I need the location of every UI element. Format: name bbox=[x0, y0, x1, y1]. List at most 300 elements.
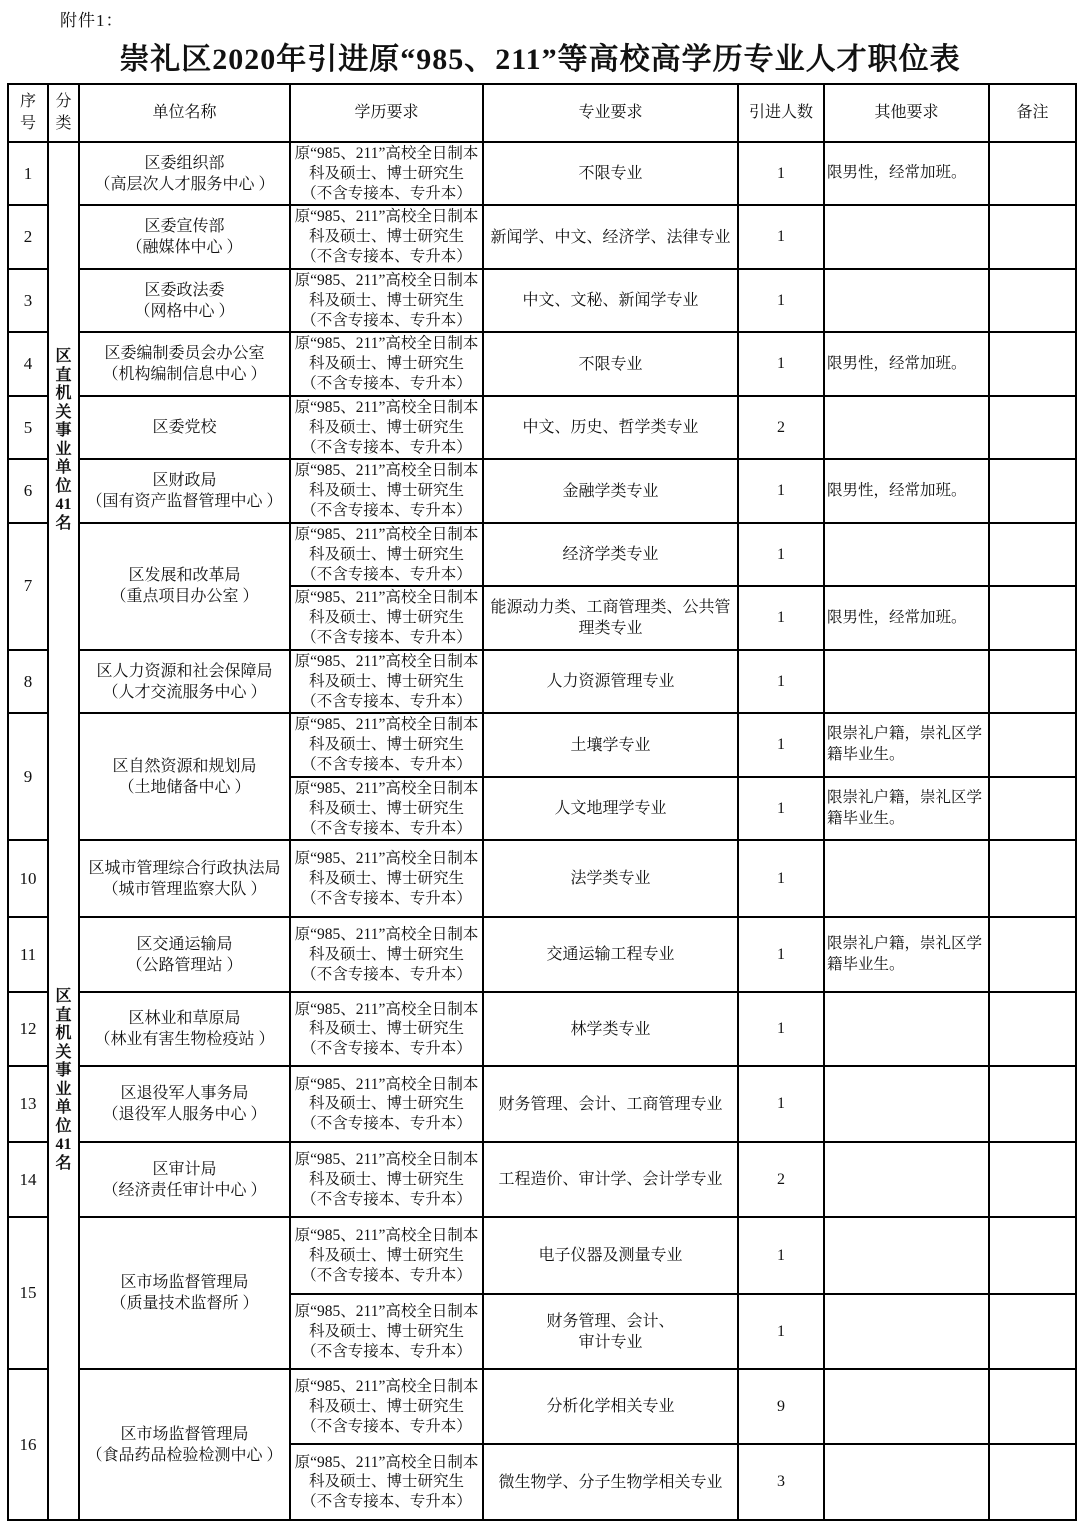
remark-cell bbox=[989, 840, 1076, 917]
cell-text-line: （经济责任审计中心 ） bbox=[102, 1181, 267, 1199]
remark-cell bbox=[989, 917, 1076, 992]
recruit-count-cell: 9 bbox=[738, 1369, 824, 1444]
cell-text-line: （不含专接本、专升本） bbox=[301, 1493, 472, 1511]
cell-text-line: 原“985、211”高校全日制本 bbox=[294, 589, 479, 607]
major-requirement-cell bbox=[483, 269, 738, 332]
major-requirement-cell bbox=[483, 396, 738, 459]
recruit-count-cell: 3 bbox=[738, 1444, 824, 1520]
major-requirement-cell bbox=[483, 992, 738, 1066]
cell-text-line: 区城市管理综合行政执法局 bbox=[88, 859, 281, 877]
cell-text-line: （不含专接本、专升本） bbox=[301, 819, 472, 837]
other-requirement-cell: 限崇礼户籍，崇礼区学籍毕业生。 bbox=[824, 777, 989, 840]
table-row bbox=[8, 917, 1076, 992]
unit-name-cell bbox=[79, 332, 290, 395]
cell-text-line: （不含专接本、专升本） bbox=[301, 1190, 472, 1208]
education-requirement-cell bbox=[290, 713, 483, 776]
remark-cell bbox=[989, 1066, 1076, 1142]
cell-text-line: （不含专接本、专升本） bbox=[301, 1040, 472, 1058]
education-requirement-cell bbox=[290, 917, 483, 992]
recruit-count-cell: 2 bbox=[738, 1142, 824, 1217]
cell-text-line: （高层次人才服务中心 ） bbox=[94, 175, 275, 193]
cell-text-line: 其他要求 bbox=[874, 104, 939, 122]
cell-text-line: 科及硕士、博士研究生 bbox=[308, 1322, 464, 1340]
unit-name-cell bbox=[79, 269, 290, 332]
header-cell bbox=[483, 84, 738, 142]
cell-text-line: 分 bbox=[55, 93, 72, 111]
category-char: 事 bbox=[55, 422, 72, 439]
cell-text-line: 科及硕士、博士研究生 bbox=[308, 164, 464, 182]
remark-cell bbox=[989, 332, 1076, 395]
remark-cell bbox=[989, 1217, 1076, 1294]
category-char: 业 bbox=[55, 1080, 72, 1098]
cell-text-line: 不限专业 bbox=[578, 165, 643, 183]
other-requirement-cell: 限男性，经常加班。 bbox=[824, 142, 989, 205]
cell-text-line: 区市场监督管理局 bbox=[120, 1274, 249, 1292]
cell-text-line: （重点项目办公室 ） bbox=[110, 588, 259, 606]
seq-cell: 10 bbox=[8, 840, 48, 917]
recruit-count-cell: 2 bbox=[738, 396, 824, 459]
category-char: 41 bbox=[55, 1136, 72, 1153]
cell-text-line: （不含专接本、专升本） bbox=[301, 965, 472, 983]
cell-text-line: 科及硕士、博士研究生 bbox=[308, 482, 464, 500]
education-requirement-cell bbox=[290, 1369, 483, 1444]
other-requirement-cell bbox=[824, 269, 989, 332]
cell-text-line: 电子仪器及测量专业 bbox=[538, 1247, 683, 1265]
category-char: 单 bbox=[55, 459, 72, 476]
other-requirement-cell bbox=[824, 840, 989, 917]
cell-text-line: 原“985、211”高校全日制本 bbox=[294, 335, 479, 353]
category-char: 位 bbox=[55, 1117, 72, 1135]
cell-text-line: 新闻学、中文、经济学、法律专业 bbox=[490, 228, 731, 246]
cell-text-line: （国有资产监督管理中心 ） bbox=[86, 493, 283, 511]
remark-cell bbox=[989, 142, 1076, 205]
cell-text-line: （城市管理监察大队 ） bbox=[102, 880, 267, 898]
cell-text-line: 原“985、211”高校全日制本 bbox=[294, 779, 479, 797]
cell-text-line: （不含专接本、专升本） bbox=[301, 1266, 472, 1284]
seq-cell: 8 bbox=[8, 650, 48, 713]
major-requirement-cell bbox=[483, 205, 738, 268]
other-requirement-cell: 限崇礼户籍，崇礼区学籍毕业生。 bbox=[824, 713, 989, 776]
cell-text-line: 区人力资源和社会保障局 bbox=[96, 662, 273, 680]
cell-text-line: （林业有害生物检疫站 ） bbox=[94, 1031, 275, 1049]
cell-text-line: 法学类专业 bbox=[570, 870, 651, 888]
table-row bbox=[8, 1066, 1076, 1142]
cell-text-line: 原“985、211”高校全日制本 bbox=[294, 1151, 479, 1169]
unit-name-cell bbox=[79, 917, 290, 992]
cell-text-line: 学历要求 bbox=[354, 104, 419, 122]
table-header-row bbox=[8, 84, 1076, 142]
recruit-count-cell: 1 bbox=[738, 1066, 824, 1142]
cell-text-line: 专业要求 bbox=[578, 104, 643, 122]
cell-text-line: 财务管理、会计、工商管理专业 bbox=[498, 1095, 723, 1113]
other-requirement-cell bbox=[824, 1294, 989, 1369]
recruit-count-cell: 1 bbox=[738, 1294, 824, 1369]
category-char: 业 bbox=[55, 440, 72, 458]
header-cell bbox=[48, 84, 79, 142]
cell-text-line: 区委政法委 bbox=[144, 281, 225, 299]
education-requirement-cell bbox=[290, 1066, 483, 1142]
other-requirement-cell bbox=[824, 1066, 989, 1142]
major-requirement-cell bbox=[483, 777, 738, 840]
cell-text-line: 林学类专业 bbox=[570, 1020, 651, 1038]
category-vertical-label bbox=[49, 348, 78, 533]
seq-cell: 12 bbox=[8, 992, 48, 1066]
cell-text-line: （不含专接本、专升本） bbox=[301, 1342, 472, 1360]
cell-text-line: 科及硕士、博士研究生 bbox=[308, 672, 464, 690]
table-row bbox=[8, 1369, 1076, 1444]
seq-cell: 6 bbox=[8, 459, 48, 522]
cell-text-line: （人才交流服务中心 ） bbox=[102, 683, 267, 701]
education-requirement-cell bbox=[290, 840, 483, 917]
remark-cell bbox=[989, 1142, 1076, 1217]
attachment-label: 附件1： bbox=[60, 11, 124, 30]
cell-text-line: （不含专接本、专升本） bbox=[301, 1115, 472, 1133]
unit-name-cell bbox=[79, 205, 290, 268]
cell-text-line: 区委组织部 bbox=[144, 154, 225, 172]
cell-text-line: （不含专接本、专升本） bbox=[301, 375, 472, 393]
cell-text-line: 原“985、211”高校全日制本 bbox=[294, 716, 479, 734]
cell-text-line: 金融学类专业 bbox=[562, 482, 659, 500]
category-vertical-label bbox=[49, 988, 78, 1173]
table-row bbox=[8, 396, 1076, 459]
major-requirement-cell bbox=[483, 142, 738, 205]
cell-text-line: 中文、历史、哲学类专业 bbox=[522, 419, 699, 437]
category-char: 关 bbox=[55, 403, 72, 421]
other-requirement-cell bbox=[824, 523, 989, 586]
cell-text-line: （网格中心 ） bbox=[134, 302, 235, 320]
cell-text-line: 引进人数 bbox=[748, 104, 813, 122]
unit-name-cell bbox=[79, 1369, 290, 1520]
major-requirement-cell bbox=[483, 1369, 738, 1444]
recruit-count-cell: 1 bbox=[738, 840, 824, 917]
other-requirement-cell bbox=[824, 992, 989, 1066]
education-requirement-cell bbox=[290, 1217, 483, 1294]
cell-text-line: 序 bbox=[19, 93, 36, 111]
other-requirement-cell: 限男性，经常加班。 bbox=[824, 332, 989, 395]
table-row bbox=[8, 713, 1076, 776]
cell-text-line: 原“985、211”高校全日制本 bbox=[294, 525, 479, 543]
category-char: 直 bbox=[55, 1006, 72, 1024]
cell-text-line: 能源动力类、工商管理类、公共管 bbox=[490, 599, 731, 617]
category-char: 机 bbox=[55, 385, 72, 402]
category-char: 单 bbox=[55, 1099, 72, 1116]
other-requirement-cell bbox=[824, 1142, 989, 1217]
education-requirement-cell bbox=[290, 459, 483, 522]
unit-name-cell bbox=[79, 142, 290, 205]
education-requirement-cell bbox=[290, 1294, 483, 1369]
recruit-count-cell: 1 bbox=[738, 523, 824, 586]
major-requirement-cell bbox=[483, 1444, 738, 1520]
cell-text-line: （不含专接本、专升本） bbox=[301, 565, 472, 583]
cell-text-line: 审计专业 bbox=[578, 1333, 643, 1351]
education-requirement-cell bbox=[290, 650, 483, 713]
table-row bbox=[8, 205, 1076, 268]
other-requirement-cell: 限男性，经常加班。 bbox=[824, 459, 989, 522]
unit-name-cell bbox=[79, 396, 290, 459]
table-row bbox=[8, 523, 1076, 586]
cell-text-line: （食品药品检验检测中心 ） bbox=[86, 1446, 283, 1464]
remark-cell bbox=[989, 205, 1076, 268]
cell-text-line: 财务管理、会计、 bbox=[546, 1312, 675, 1330]
recruit-count-cell: 1 bbox=[738, 1217, 824, 1294]
major-requirement-cell bbox=[483, 917, 738, 992]
table-row bbox=[8, 1142, 1076, 1217]
other-requirement-cell bbox=[824, 1369, 989, 1444]
major-requirement-cell bbox=[483, 332, 738, 395]
cell-text-line: 备注 bbox=[1016, 104, 1049, 122]
category-char: 名 bbox=[55, 514, 72, 532]
recruit-count-cell: 1 bbox=[738, 205, 824, 268]
table-row bbox=[8, 992, 1076, 1066]
recruit-count-cell: 1 bbox=[738, 650, 824, 713]
other-requirement-cell: 限崇礼户籍，崇礼区学籍毕业生。 bbox=[824, 917, 989, 992]
cell-text-line: 理类专业 bbox=[578, 620, 643, 638]
cell-text-line: 不限专业 bbox=[578, 355, 643, 373]
remark-cell bbox=[989, 777, 1076, 840]
other-requirement-cell bbox=[824, 1444, 989, 1520]
cell-text-line: 区市场监督管理局 bbox=[120, 1425, 249, 1443]
positions-table bbox=[7, 83, 1077, 1521]
cell-text-line: 区审计局 bbox=[152, 1160, 217, 1178]
table-row bbox=[8, 142, 1076, 205]
cell-text-line: 原“985、211”高校全日制本 bbox=[294, 1453, 479, 1471]
seq-cell: 11 bbox=[8, 917, 48, 992]
table-row bbox=[8, 269, 1076, 332]
cell-text-line: 区交通运输局 bbox=[136, 935, 233, 953]
unit-name-cell bbox=[79, 992, 290, 1066]
category-char: 事 bbox=[55, 1062, 72, 1079]
unit-name-cell bbox=[79, 1142, 290, 1217]
cell-text-line: 科及硕士、博士研究生 bbox=[308, 609, 464, 627]
cell-text-line: 微生物学、分子生物学相关专业 bbox=[498, 1473, 723, 1491]
education-requirement-cell bbox=[290, 992, 483, 1066]
cell-text-line: 科及硕士、博士研究生 bbox=[308, 799, 464, 817]
cell-text-line: 原“985、211”高校全日制本 bbox=[294, 850, 479, 868]
header-cell bbox=[8, 84, 48, 142]
remark-cell bbox=[989, 586, 1076, 649]
cell-text-line: 原“985、211”高校全日制本 bbox=[294, 1378, 479, 1396]
major-requirement-cell bbox=[483, 523, 738, 586]
cell-text-line: （土地储备中心 ） bbox=[118, 778, 251, 796]
cell-text-line: 科及硕士、博士研究生 bbox=[308, 1473, 464, 1491]
cell-text-line: 原“985、211”高校全日制本 bbox=[294, 652, 479, 670]
category-char: 名 bbox=[55, 1154, 72, 1172]
cell-text-line: 区退役军人事务局 bbox=[120, 1085, 249, 1103]
education-requirement-cell bbox=[290, 1142, 483, 1217]
cell-text-line: （不含专接本、专升本） bbox=[301, 629, 472, 647]
remark-cell bbox=[989, 523, 1076, 586]
cell-text-line: 科及硕士、博士研究生 bbox=[308, 1246, 464, 1264]
seq-cell: 4 bbox=[8, 332, 48, 395]
table-row bbox=[8, 650, 1076, 713]
recruit-count-cell: 1 bbox=[738, 332, 824, 395]
recruit-count-cell: 1 bbox=[738, 269, 824, 332]
cell-text-line: 工程造价、审计学、会计学专业 bbox=[498, 1171, 723, 1189]
cell-text-line: 原“985、211”高校全日制本 bbox=[294, 1303, 479, 1321]
cell-text-line: 原“985、211”高校全日制本 bbox=[294, 1000, 479, 1018]
header-cell bbox=[824, 84, 989, 142]
other-requirement-cell bbox=[824, 1217, 989, 1294]
cell-text-line: 区财政局 bbox=[152, 472, 217, 490]
other-requirement-cell: 限男性，经常加班。 bbox=[824, 586, 989, 649]
education-requirement-cell bbox=[290, 1444, 483, 1520]
category-char: 直 bbox=[55, 366, 72, 384]
cell-text-line: 科及硕士、博士研究生 bbox=[308, 1020, 464, 1038]
recruit-count-cell: 1 bbox=[738, 586, 824, 649]
other-requirement-cell bbox=[824, 205, 989, 268]
education-requirement-cell bbox=[290, 396, 483, 459]
category-char: 区 bbox=[55, 988, 72, 1005]
major-requirement-cell bbox=[483, 586, 738, 649]
remark-cell bbox=[989, 713, 1076, 776]
seq-cell: 7 bbox=[8, 523, 48, 650]
recruit-count-cell: 1 bbox=[738, 917, 824, 992]
seq-cell: 16 bbox=[8, 1369, 48, 1520]
seq-cell: 1 bbox=[8, 142, 48, 205]
table-row bbox=[8, 332, 1076, 395]
cell-text-line: 区林业和草原局 bbox=[128, 1010, 241, 1028]
cell-text-line: 经济学类专业 bbox=[562, 546, 659, 564]
cell-text-line: 原“985、211”高校全日制本 bbox=[294, 271, 479, 289]
education-requirement-cell bbox=[290, 777, 483, 840]
remark-cell bbox=[989, 650, 1076, 713]
cell-text-line: 科及硕士、博士研究生 bbox=[308, 545, 464, 563]
cell-text-line: 类 bbox=[55, 115, 72, 132]
remark-cell bbox=[989, 269, 1076, 332]
cell-text-line: 区委编制委员会办公室 bbox=[104, 345, 265, 363]
cell-text-line: （退役军人服务中心 ） bbox=[102, 1106, 267, 1124]
cell-text-line: 原“985、211”高校全日制本 bbox=[294, 1075, 479, 1093]
seq-cell: 2 bbox=[8, 205, 48, 268]
cell-text-line: 原“985、211”高校全日制本 bbox=[294, 208, 479, 226]
unit-name-cell bbox=[79, 650, 290, 713]
cell-text-line: （不含专接本、专升本） bbox=[301, 248, 472, 266]
cell-text-line: 科及硕士、博士研究生 bbox=[308, 736, 464, 754]
header-cell bbox=[738, 84, 824, 142]
seq-cell: 3 bbox=[8, 269, 48, 332]
cell-text-line: （公路管理站 ） bbox=[126, 956, 243, 974]
table-row bbox=[8, 840, 1076, 917]
category-char: 区 bbox=[55, 348, 72, 365]
cell-text-line: 原“985、211”高校全日制本 bbox=[294, 926, 479, 944]
education-requirement-cell bbox=[290, 523, 483, 586]
education-requirement-cell bbox=[290, 205, 483, 268]
recruit-count-cell: 1 bbox=[738, 777, 824, 840]
education-requirement-cell bbox=[290, 269, 483, 332]
recruit-count-cell: 1 bbox=[738, 713, 824, 776]
cell-text-line: 科及硕士、博士研究生 bbox=[308, 1397, 464, 1415]
cell-text-line: 原“985、211”高校全日制本 bbox=[294, 1227, 479, 1245]
category-char: 41 bbox=[55, 496, 72, 513]
major-requirement-cell bbox=[483, 1066, 738, 1142]
major-requirement-cell bbox=[483, 713, 738, 776]
recruit-count-cell: 1 bbox=[738, 142, 824, 205]
cell-text-line: 中文、文秘、新闻学专业 bbox=[522, 292, 699, 310]
major-requirement-cell bbox=[483, 650, 738, 713]
major-requirement-cell bbox=[483, 1294, 738, 1369]
unit-name-cell bbox=[79, 1066, 290, 1142]
unit-name-cell bbox=[79, 459, 290, 522]
table-row bbox=[8, 1217, 1076, 1294]
cell-text-line: （不含专接本、专升本） bbox=[301, 889, 472, 907]
category-char: 机 bbox=[55, 1025, 72, 1042]
cell-text-line: 区委宣传部 bbox=[144, 218, 225, 236]
page-title: 崇礼区2020年引进原“985、211”等高校高学历专业人才职位表 bbox=[119, 43, 961, 76]
cell-text-line: 科及硕士、博士研究生 bbox=[308, 355, 464, 373]
unit-name-cell bbox=[79, 840, 290, 917]
table-row bbox=[8, 459, 1076, 522]
category-char: 关 bbox=[55, 1043, 72, 1061]
recruit-count-cell: 1 bbox=[738, 992, 824, 1066]
cell-text-line: 科及硕士、博士研究生 bbox=[308, 228, 464, 246]
cell-text-line: 科及硕士、博士研究生 bbox=[308, 945, 464, 963]
cell-text-line: （不含专接本、专升本） bbox=[301, 1417, 472, 1435]
header-cell bbox=[79, 84, 290, 142]
header-cell bbox=[989, 84, 1076, 142]
cell-text-line: 区发展和改革局 bbox=[128, 567, 241, 585]
seq-cell: 9 bbox=[8, 713, 48, 840]
education-requirement-cell bbox=[290, 142, 483, 205]
cell-text-line: 区委党校 bbox=[152, 419, 217, 437]
cell-text-line: （机构编制信息中心 ） bbox=[102, 366, 267, 384]
other-requirement-cell bbox=[824, 396, 989, 459]
seq-cell: 14 bbox=[8, 1142, 48, 1217]
cell-text-line: 分析化学相关专业 bbox=[546, 1398, 675, 1416]
major-requirement-cell bbox=[483, 840, 738, 917]
remark-cell bbox=[989, 1444, 1076, 1520]
cell-text-line: （质量技术监督所 ） bbox=[110, 1295, 259, 1313]
seq-cell: 15 bbox=[8, 1217, 48, 1369]
remark-cell bbox=[989, 1294, 1076, 1369]
seq-cell: 5 bbox=[8, 396, 48, 459]
cell-text-line: 科及硕士、博士研究生 bbox=[308, 418, 464, 436]
cell-text-line: 科及硕士、博士研究生 bbox=[308, 1170, 464, 1188]
cell-text-line: 土壤学专业 bbox=[570, 736, 651, 754]
cell-text-line: （不含专接本、专升本） bbox=[301, 692, 472, 710]
cell-text-line: 科及硕士、博士研究生 bbox=[308, 1095, 464, 1113]
education-requirement-cell bbox=[290, 586, 483, 649]
remark-cell bbox=[989, 1369, 1076, 1444]
major-requirement-cell bbox=[483, 1142, 738, 1217]
cell-text-line: （不含专接本、专升本） bbox=[301, 184, 472, 202]
cell-text-line: 原“985、211”高校全日制本 bbox=[294, 462, 479, 480]
category-char: 位 bbox=[55, 477, 72, 495]
education-requirement-cell bbox=[290, 332, 483, 395]
cell-text-line: （不含专接本、专升本） bbox=[301, 502, 472, 520]
header-cell bbox=[290, 84, 483, 142]
major-requirement-cell bbox=[483, 1217, 738, 1294]
cell-text-line: 原“985、211”高校全日制本 bbox=[294, 398, 479, 416]
cell-text-line: （不含专接本、专升本） bbox=[301, 438, 472, 456]
seq-cell: 13 bbox=[8, 1066, 48, 1142]
other-requirement-cell bbox=[824, 650, 989, 713]
remark-cell bbox=[989, 396, 1076, 459]
cell-text-line: 单位名称 bbox=[152, 104, 217, 122]
cell-text-line: （不含专接本、专升本） bbox=[301, 311, 472, 329]
cell-text-line: 原“985、211”高校全日制本 bbox=[294, 145, 479, 162]
cell-text-line: 人力资源管理专业 bbox=[546, 673, 675, 691]
recruit-count-cell: 1 bbox=[738, 459, 824, 522]
remark-cell bbox=[989, 459, 1076, 522]
major-requirement-cell bbox=[483, 459, 738, 522]
cell-text-line: 科及硕士、博士研究生 bbox=[308, 869, 464, 887]
unit-name-cell bbox=[79, 523, 290, 650]
remark-cell bbox=[989, 992, 1076, 1066]
cell-text-line: 科及硕士、博士研究生 bbox=[308, 291, 464, 309]
cell-text-line: 号 bbox=[19, 115, 36, 132]
cell-text-line: 人文地理学专业 bbox=[554, 800, 667, 818]
unit-name-cell bbox=[79, 1217, 290, 1369]
